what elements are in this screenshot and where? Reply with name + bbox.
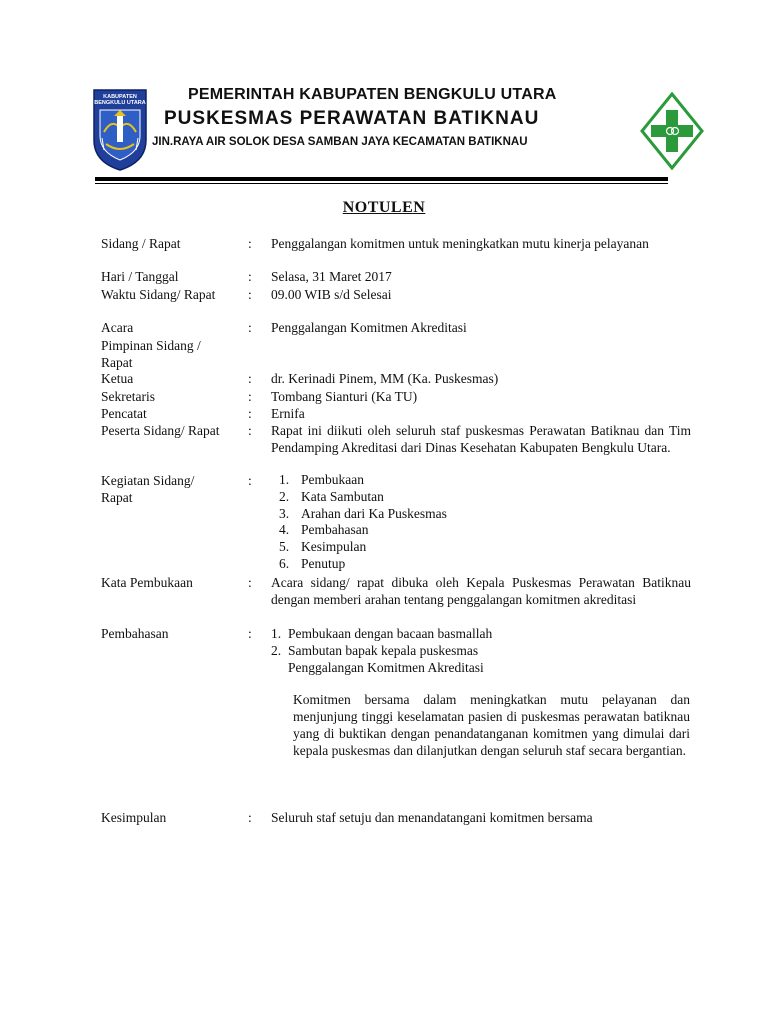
discussion-subtopic: Penggalangan Komitmen Akreditasi xyxy=(288,660,484,675)
list-item xyxy=(279,472,447,489)
list-item xyxy=(279,489,447,506)
colon: : xyxy=(248,575,252,590)
label-hari-tanggal: Hari / Tanggal xyxy=(101,269,179,284)
value-acara: Penggalangan Komitmen Akreditasi xyxy=(271,320,467,335)
emblem-text-1: KABUPATEN xyxy=(103,94,137,100)
list-item xyxy=(279,522,447,539)
list-item xyxy=(279,556,447,573)
list-text: Kata Sambutan xyxy=(301,488,384,504)
list-number: 3. xyxy=(279,505,290,521)
list-text: Kesimpulan xyxy=(301,539,367,555)
colon: : xyxy=(248,236,252,251)
puskesmas-cross-icon xyxy=(640,92,704,170)
list-number: 1. xyxy=(271,626,282,641)
colon: : xyxy=(248,406,252,421)
letterhead-rule-thick xyxy=(95,177,668,181)
colon: : xyxy=(248,810,252,825)
colon: : xyxy=(248,269,252,284)
colon: : xyxy=(248,626,252,641)
regency-emblem-icon xyxy=(92,88,148,172)
label-kata-pembukaan: Kata Pembukaan xyxy=(101,575,193,590)
document-title: NOTULEN xyxy=(342,199,426,216)
colon: : xyxy=(248,389,252,404)
letterhead-institution: PUSKESMAS PERAWATAN BATIKNAU xyxy=(164,108,540,129)
discussion-paragraph: Komitmen bersama dalam meningkatkan mutu pelayanan dan menjunjung tinggi keselamatan pasien di puskesmas perawatan batiknau yang di buktikan dengan penandatanganan komitmen yang dimulai dari kepala puskesmas dan dilanjutkan dengan seluruh staf secara bergantian. xyxy=(293,692,690,758)
letterhead xyxy=(0,0,768,190)
label-pencatat: Pencatat xyxy=(101,406,147,421)
label-pimpinan: Pimpinan Sidang / Rapat xyxy=(101,338,201,370)
label-pembahasan: Pembahasan xyxy=(101,626,169,641)
list-text: Sambutan bapak kepala puskesmas xyxy=(288,643,479,658)
list-number: 4. xyxy=(279,522,290,538)
list-text: Pembukaan xyxy=(301,472,364,487)
letterhead-government: PEMERINTAH KABUPATEN BENGKULU UTARA xyxy=(188,86,557,103)
list-item xyxy=(279,506,447,523)
label-kegiatan: Kegiatan Sidang/ Rapat xyxy=(101,473,195,505)
agenda-list xyxy=(279,472,447,573)
list-text: Pembukaan dengan bacaan basmallah xyxy=(288,626,493,641)
value-ketua: dr. Kerinadi Pinem, MM (Ka. Puskesmas) xyxy=(271,371,499,386)
label-sekretaris: Sekretaris xyxy=(101,389,155,404)
value-sidang-rapat: Penggalangan komitmen untuk meningkatkan mutu kinerja pelayanan xyxy=(271,236,649,251)
value-peserta: Rapat ini diikuti oleh seluruh staf puskesmas Perawatan Batiknau dan Tim Pendamping Akreditasi dari Dinas Kesehatan Kabupaten Bengkulu Utara. xyxy=(271,423,691,455)
list-number: 6. xyxy=(279,555,290,571)
emblem-text-2: BENGKULU UTARA xyxy=(94,100,146,106)
label-sidang-rapat: Sidang / Rapat xyxy=(101,236,181,251)
value-waktu: 09.00 WIB s/d Selesai xyxy=(271,287,392,302)
discussion-list xyxy=(271,625,492,659)
list-item xyxy=(279,539,447,556)
list-item xyxy=(271,625,492,642)
colon: : xyxy=(248,320,252,335)
list-item xyxy=(271,642,492,659)
colon: : xyxy=(248,473,252,488)
value-hari-tanggal: Selasa, 31 Maret 2017 xyxy=(271,269,392,284)
value-kata-pembukaan: Acara sidang/ rapat dibuka oleh Kepala Puskesmas Perawatan Batiknau dengan memberi arahan tentang penggalangan komitmen akreditasi xyxy=(271,575,691,607)
label-kesimpulan: Kesimpulan xyxy=(101,810,167,825)
colon: : xyxy=(248,423,252,438)
letterhead-rule-thin xyxy=(95,183,668,184)
label-peserta: Peserta Sidang/ Rapat xyxy=(101,423,220,438)
list-text: Arahan dari Ka Puskesmas xyxy=(301,505,447,521)
list-number: 2. xyxy=(271,643,282,658)
list-number: 1. xyxy=(279,472,290,487)
label-waktu: Waktu Sidang/ Rapat xyxy=(101,287,216,302)
colon: : xyxy=(248,287,252,302)
list-text: Penutup xyxy=(301,555,346,571)
label-ketua: Ketua xyxy=(101,371,134,386)
value-kesimpulan: Seluruh staf setuju dan menandatangani komitmen bersama xyxy=(271,810,593,825)
value-sekretaris: Tombang Sianturi (Ka TU) xyxy=(271,389,418,404)
list-number: 5. xyxy=(279,539,290,555)
list-text: Pembahasan xyxy=(301,522,369,538)
letterhead-address: JIN.RAYA AIR SOLOK DESA SAMBAN JAYA KECAMATAN BATIKNAU xyxy=(152,136,528,148)
list-number: 2. xyxy=(279,488,290,504)
colon: : xyxy=(248,371,252,386)
label-acara: Acara xyxy=(101,320,134,335)
value-pencatat: Ernifa xyxy=(271,406,305,421)
